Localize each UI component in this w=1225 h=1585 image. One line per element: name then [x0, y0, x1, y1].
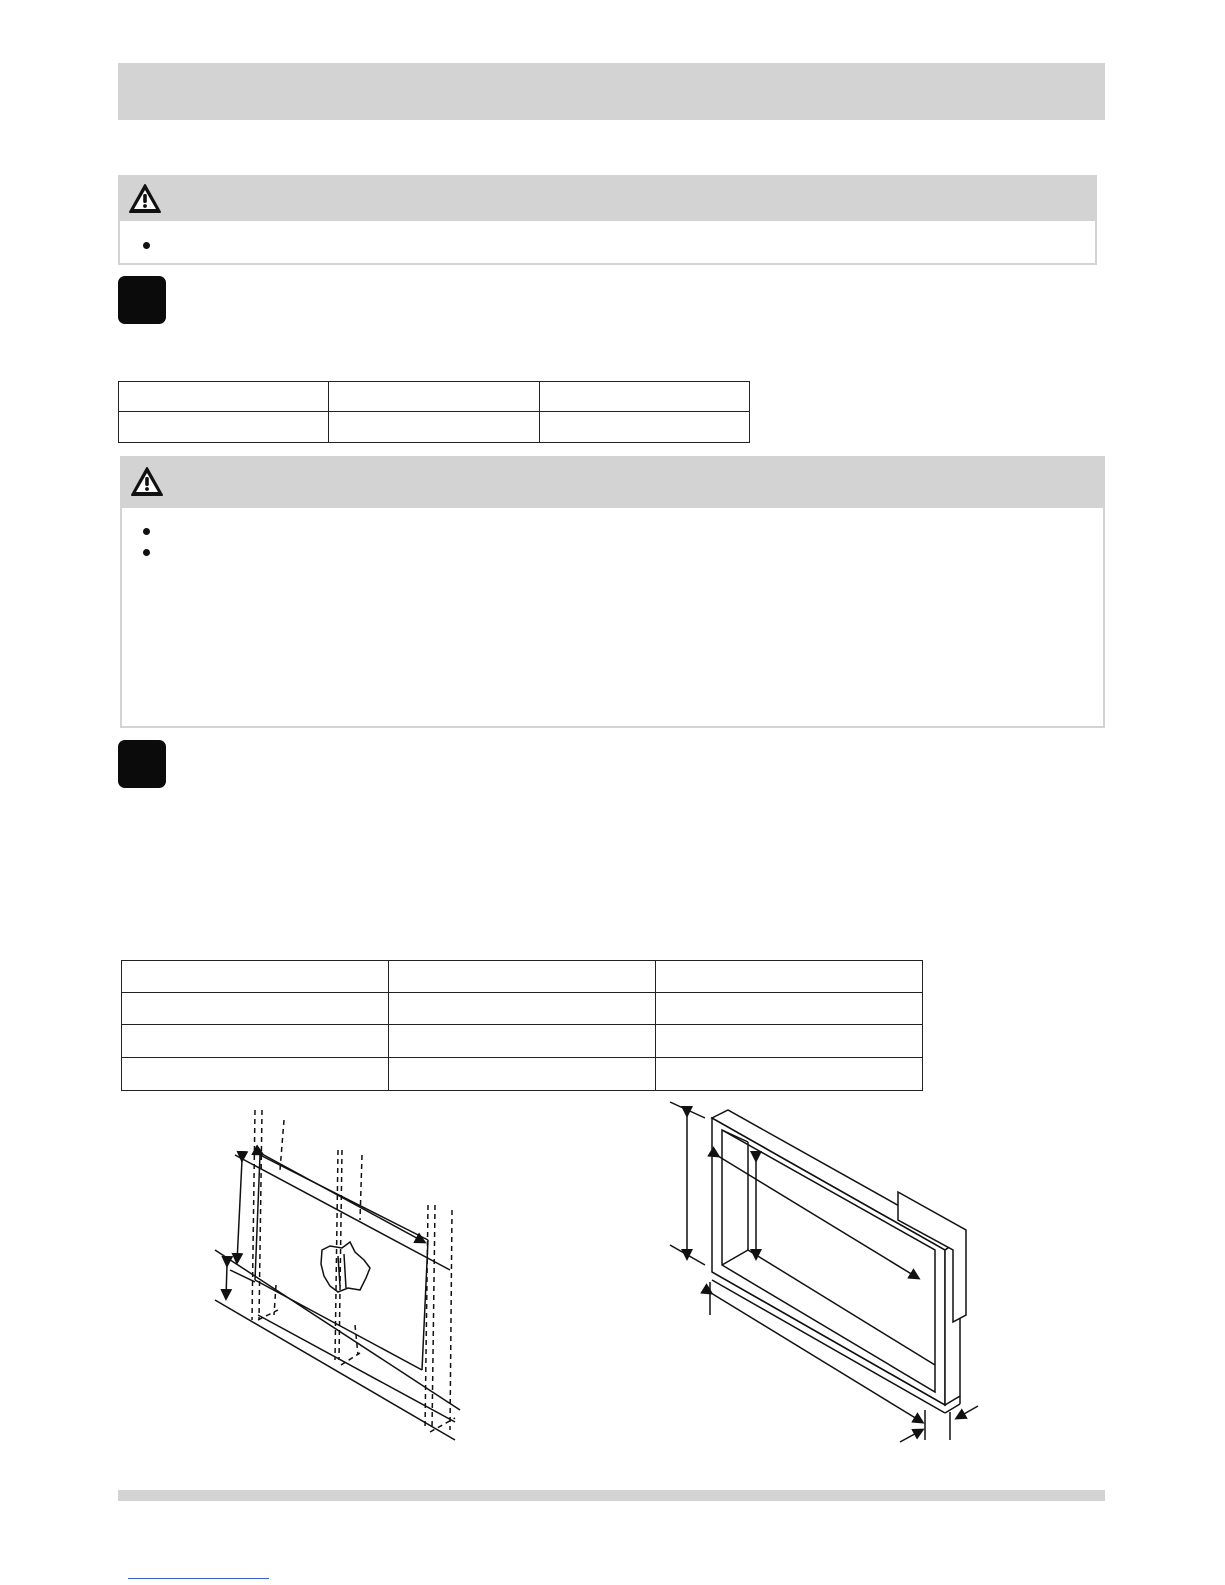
- page-header-bar: [118, 63, 1105, 120]
- warning-header: [120, 177, 1095, 221]
- table-cell: [122, 993, 389, 1025]
- step-2-badge: [118, 740, 166, 788]
- table-cell: [389, 1025, 656, 1058]
- table-row: [122, 1025, 923, 1058]
- table-cell: [656, 961, 923, 993]
- warning-box-2: [120, 456, 1105, 728]
- table-row: [119, 382, 750, 412]
- warning-triangle-icon: [130, 466, 164, 498]
- bullet: [143, 549, 150, 556]
- table-2: [121, 960, 923, 1091]
- wall-opening-diagram: [200, 1110, 480, 1460]
- page-footer-bar: [118, 1490, 1105, 1501]
- step-1-badge: [118, 276, 166, 324]
- table-row: [122, 993, 923, 1025]
- table-cell: [539, 382, 749, 412]
- table-cell: [119, 412, 329, 443]
- table-cell: [389, 961, 656, 993]
- table-1: [118, 381, 750, 443]
- table-cell: [329, 382, 539, 412]
- table-cell: [656, 1025, 923, 1058]
- table-row: [119, 412, 750, 443]
- table-cell: [122, 1025, 389, 1058]
- warning-header: [122, 458, 1103, 508]
- table-cell: [122, 961, 389, 993]
- bullet: [143, 242, 150, 249]
- table-cell: [329, 412, 539, 443]
- table-cell: [119, 382, 329, 412]
- warning-box-1: [118, 175, 1097, 265]
- table-cell: [539, 412, 749, 443]
- warning-triangle-icon: [128, 183, 162, 215]
- table-cell: [656, 993, 923, 1025]
- table-cell: [389, 993, 656, 1025]
- footer-link[interactable]: [128, 1578, 269, 1579]
- sleeve-dimensions-diagram: [660, 1100, 990, 1460]
- table-cell: [656, 1058, 923, 1091]
- table-cell: [389, 1058, 656, 1091]
- table-cell: [122, 1058, 389, 1091]
- bullet: [143, 528, 150, 535]
- table-row: [122, 961, 923, 993]
- table-row: [122, 1058, 923, 1091]
